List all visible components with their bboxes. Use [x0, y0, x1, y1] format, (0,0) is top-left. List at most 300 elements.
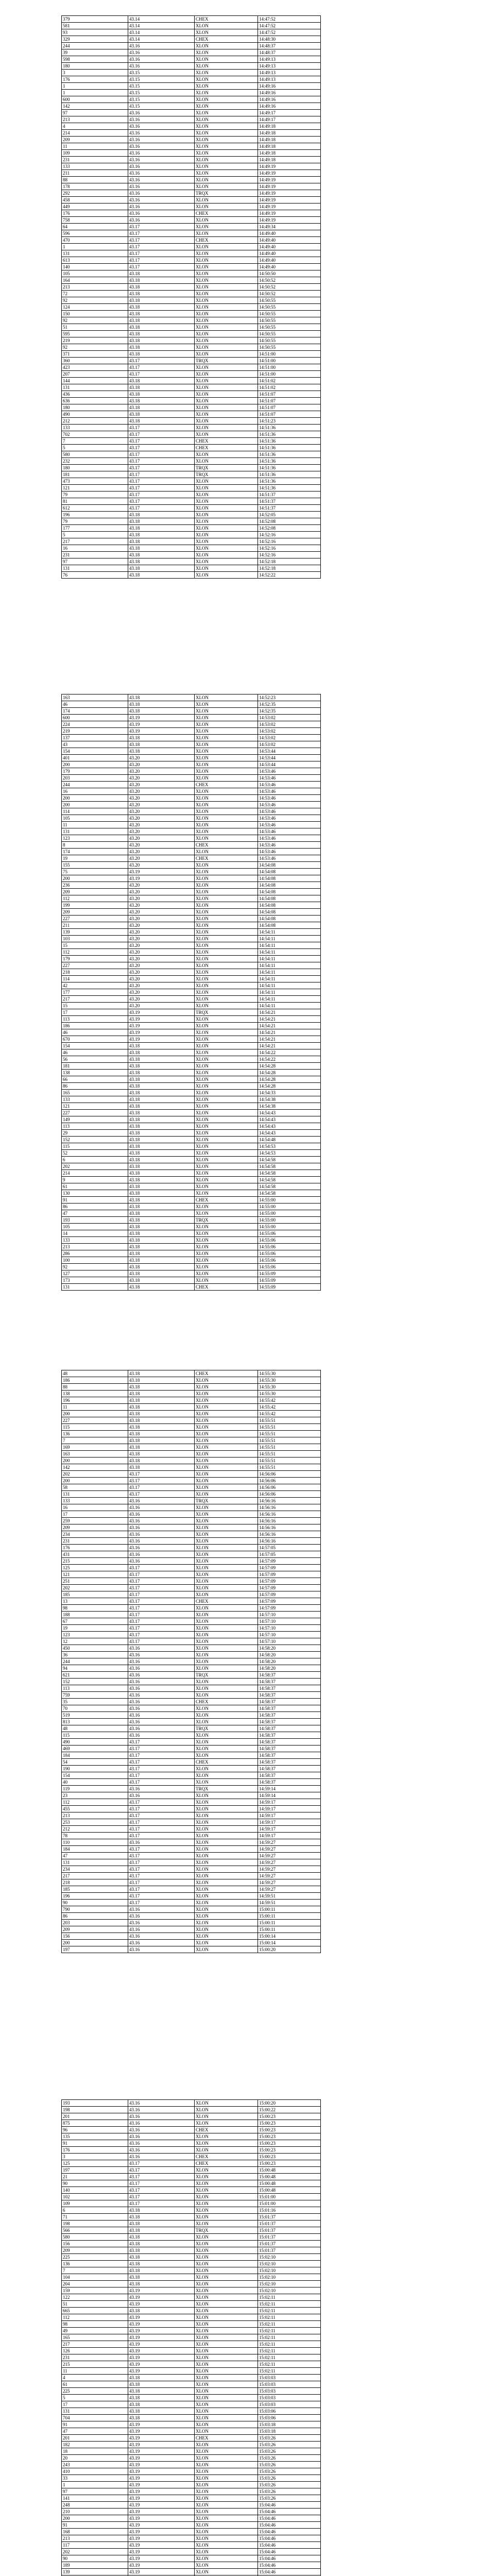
price-cell: 43.18 [128, 701, 195, 708]
time-cell: 14:49:13 [258, 70, 321, 76]
volume-cell: 600 [62, 96, 128, 103]
venue-cell: XLON [195, 936, 258, 942]
time-cell: 14:52:05 [258, 512, 321, 518]
venue-cell: XLON [195, 277, 258, 284]
venue-cell: XLON [195, 492, 258, 498]
price-cell: 43.17 [128, 1772, 195, 1779]
price-cell: 43.17 [128, 445, 195, 451]
price-cell: 43.19 [128, 875, 195, 882]
price-cell: 43.16 [128, 1551, 195, 1558]
table-row [62, 1732, 321, 1739]
volume-cell: 138 [62, 1070, 128, 1076]
volume-cell: 159 [62, 2287, 128, 2294]
price-cell: 43.18 [128, 2247, 195, 2254]
price-cell: 43.19 [128, 1016, 195, 1023]
venue-cell: XLON [195, 70, 258, 76]
venue-cell: XLON [195, 505, 258, 512]
volume-cell: 473 [62, 478, 128, 485]
volume-cell: 18 [62, 2448, 128, 2455]
volume-cell: 97 [62, 110, 128, 116]
time-cell: 14:50:55 [258, 297, 321, 304]
volume-cell: 329 [62, 36, 128, 43]
time-cell: 14:50:52 [258, 291, 321, 297]
time-cell: 14:54:11 [258, 969, 321, 976]
volume-cell: 209 [62, 137, 128, 143]
volume-cell: 49 [62, 2328, 128, 2334]
volume-cell: 218 [62, 1879, 128, 1886]
venue-cell: XLON [195, 1833, 258, 1839]
table-row [62, 311, 321, 317]
price-cell: 43.16 [128, 190, 195, 197]
price-cell: 43.18 [128, 1197, 195, 1204]
volume-cell: 704 [62, 2415, 128, 2421]
volume-cell: 42 [62, 982, 128, 989]
venue-cell: XLON [195, 1056, 258, 1063]
price-cell: 43.16 [128, 2107, 195, 2113]
volume-cell: 168 [62, 2529, 128, 2535]
table-row [62, 1123, 321, 1130]
time-cell: 14:54:21 [258, 1009, 321, 1016]
venue-cell: XLON [195, 815, 258, 822]
table-row [62, 123, 321, 130]
venue-cell: XLON [195, 1538, 258, 1545]
time-cell: 14:51:36 [258, 478, 321, 485]
price-cell: 43.17 [128, 1612, 195, 1618]
price-cell: 43.16 [128, 197, 195, 204]
time-cell: 14:53:46 [258, 782, 321, 788]
volume-cell: 202 [62, 1471, 128, 1478]
venue-cell: XLON [195, 755, 258, 761]
price-cell: 43.17 [128, 1833, 195, 1839]
price-cell: 43.19 [128, 2428, 195, 2435]
volume-cell: 469 [62, 1745, 128, 1752]
price-cell: 43.18 [128, 2254, 195, 2261]
time-cell: 14:49:34 [258, 224, 321, 230]
table-row [62, 761, 321, 768]
table-row [62, 1103, 321, 1110]
time-cell: 15:00:23 [258, 2127, 321, 2133]
table-row [62, 2375, 321, 2381]
price-cell: 43.16 [128, 2154, 195, 2160]
venue-cell: CHEX [195, 210, 258, 217]
volume-cell: 212 [62, 418, 128, 425]
volume-cell: 4 [62, 123, 128, 130]
price-cell: 43.19 [128, 2435, 195, 2442]
venue-cell: XLON [195, 1545, 258, 1551]
venue-cell: TRQX [195, 1725, 258, 1732]
price-cell: 43.18 [128, 2408, 195, 2415]
table-row [62, 949, 321, 956]
volume-cell: 1 [62, 244, 128, 250]
time-cell: 15:03:06 [258, 2415, 321, 2421]
volume-cell: 449 [62, 204, 128, 210]
price-cell: 43.20 [128, 849, 195, 855]
time-cell: 15:00:11 [258, 1920, 321, 1926]
venue-cell: XLON [195, 391, 258, 398]
volume-cell: 104 [62, 2274, 128, 2281]
volume-cell: 248 [62, 2502, 128, 2509]
time-cell: 14:59:27 [258, 1846, 321, 1853]
table-row [62, 70, 321, 76]
price-cell: 43.16 [128, 43, 195, 49]
table-row [62, 2381, 321, 2388]
venue-cell: XLON [195, 1391, 258, 1397]
price-cell: 43.20 [128, 761, 195, 768]
time-cell: 14:59:17 [258, 1812, 321, 1819]
volume-cell: 209 [62, 909, 128, 916]
venue-cell: XLON [195, 1732, 258, 1739]
volume-cell: 193 [62, 1217, 128, 1224]
price-cell: 43.18 [128, 2395, 195, 2401]
venue-cell: XLON [195, 1150, 258, 1157]
time-cell: 14:55:09 [258, 1277, 321, 1284]
time-cell: 14:55:51 [258, 1431, 321, 1437]
price-cell: 43.18 [128, 2375, 195, 2381]
time-cell: 14:57:09 [258, 1605, 321, 1612]
time-cell: 14:48:37 [258, 43, 321, 49]
table-row [62, 1551, 321, 1558]
table-row [62, 1846, 321, 1853]
venue-cell: XLON [195, 735, 258, 741]
volume-cell: 131 [62, 1859, 128, 1866]
venue-cell: CHEX [195, 1284, 258, 1291]
volume-cell: 105 [62, 1224, 128, 1230]
venue-cell: XLON [195, 2495, 258, 2502]
venue-cell: XLON [195, 1183, 258, 1190]
volume-cell: 174 [62, 708, 128, 715]
table-row [62, 130, 321, 137]
price-cell: 43.19 [128, 2301, 195, 2308]
table-row [62, 2562, 321, 2569]
venue-cell: XLON [195, 2180, 258, 2187]
table-row [62, 1417, 321, 1424]
venue-cell: XLON [195, 1437, 258, 1444]
price-cell: 43.16 [128, 1926, 195, 1933]
venue-cell: TRQX [195, 1217, 258, 1224]
time-cell: 14:54:43 [258, 1123, 321, 1130]
volume-cell: 200 [62, 875, 128, 882]
table-row [62, 1076, 321, 1083]
time-cell: 14:49:17 [258, 116, 321, 123]
price-cell: 43.18 [128, 2261, 195, 2267]
table-row [62, 116, 321, 123]
price-cell: 43.19 [128, 2569, 195, 2575]
price-cell: 43.16 [128, 1679, 195, 1685]
time-cell: 15:04:46 [258, 2549, 321, 2555]
volume-cell: 46 [62, 701, 128, 708]
price-cell: 43.18 [128, 418, 195, 425]
venue-cell: XLON [195, 1612, 258, 1618]
table-row [62, 143, 321, 150]
table-row [62, 1043, 321, 1049]
time-cell: 14:52:35 [258, 708, 321, 715]
table-row [62, 257, 321, 264]
table-row [62, 822, 321, 828]
price-cell: 43.17 [128, 1886, 195, 1893]
venue-cell: XLON [195, 1130, 258, 1137]
price-cell: 43.17 [128, 1799, 195, 1806]
venue-cell: CHEX [195, 842, 258, 849]
price-cell: 43.16 [128, 217, 195, 224]
table-row [62, 1284, 321, 1291]
price-cell: 43.19 [128, 1036, 195, 1043]
table-row [62, 364, 321, 371]
venue-cell: XLON [195, 565, 258, 572]
volume-cell: 176 [62, 1545, 128, 1551]
time-cell: 14:53:46 [258, 835, 321, 842]
trades-table [61, 2099, 321, 2576]
volume-cell: 97 [62, 558, 128, 565]
time-cell: 15:04:46 [258, 2515, 321, 2522]
venue-cell: XLON [195, 2542, 258, 2549]
venue-cell: XLON [195, 1652, 258, 1658]
table-row [62, 2455, 321, 2462]
table-row [62, 1070, 321, 1076]
venue-cell: XLON [195, 1036, 258, 1043]
price-cell: 43.18 [128, 1056, 195, 1063]
venue-cell: XLON [195, 378, 258, 384]
table-row [62, 2408, 321, 2415]
price-cell: 43.17 [128, 2174, 195, 2180]
price-cell: 43.19 [128, 2542, 195, 2549]
price-cell: 43.20 [128, 795, 195, 802]
venue-cell: XLON [195, 828, 258, 835]
volume-cell: 93 [62, 29, 128, 36]
table-row [62, 875, 321, 882]
price-cell: 43.18 [128, 1237, 195, 1244]
table-row [62, 398, 321, 404]
table-row [62, 391, 321, 398]
venue-cell: CHEX [195, 1759, 258, 1766]
table-row [62, 2274, 321, 2281]
time-cell: 14:55:51 [258, 1424, 321, 1431]
venue-cell: XLON [195, 371, 258, 378]
time-cell: 15:00:48 [258, 2187, 321, 2194]
volume-cell: 201 [62, 2435, 128, 2442]
time-cell: 15:03:18 [258, 2428, 321, 2435]
venue-cell: XLON [195, 552, 258, 558]
price-cell: 43.17 [128, 264, 195, 270]
volume-cell: 98 [62, 1605, 128, 1612]
table-row [62, 2227, 321, 2234]
venue-cell: XLON [195, 1478, 258, 1484]
table-row [62, 1190, 321, 1197]
volume-cell: 670 [62, 1036, 128, 1043]
table-row [62, 2354, 321, 2361]
price-cell: 43.19 [128, 2287, 195, 2294]
venue-cell: XLON [195, 1806, 258, 1812]
table-row [62, 43, 321, 49]
price-cell: 43.19 [128, 2488, 195, 2495]
price-cell: 43.18 [128, 1110, 195, 1116]
venue-cell: XLON [195, 150, 258, 157]
price-cell: 43.18 [128, 558, 195, 565]
price-cell: 43.16 [128, 1518, 195, 1524]
venue-cell: XLON [195, 1431, 258, 1437]
price-cell: 43.18 [128, 1464, 195, 1471]
volume-cell: 219 [62, 337, 128, 344]
time-cell: 14:51:07 [258, 411, 321, 418]
time-cell: 14:53:46 [258, 795, 321, 802]
table-row [62, 170, 321, 177]
table-row [62, 2468, 321, 2475]
table-row [62, 2194, 321, 2200]
time-cell: 15:00:11 [258, 1906, 321, 1913]
price-cell: 43.17 [128, 1779, 195, 1786]
volume-cell: 51 [62, 324, 128, 331]
volume-cell: 127 [62, 1270, 128, 1277]
volume-cell: 81 [62, 498, 128, 505]
table-row [62, 1886, 321, 1893]
price-cell: 43.17 [128, 505, 195, 512]
volume-cell: 150 [62, 311, 128, 317]
time-cell: 15:00:48 [258, 2167, 321, 2174]
table-row [62, 2509, 321, 2515]
venue-cell: XLON [195, 545, 258, 552]
volume-cell: 19 [62, 1625, 128, 1632]
time-cell: 14:50:55 [258, 317, 321, 324]
price-cell: 43.17 [128, 1745, 195, 1752]
price-cell: 43.18 [128, 277, 195, 284]
venue-cell: XLON [195, 1906, 258, 1913]
venue-cell: XLON [195, 137, 258, 143]
volume-cell: 109 [62, 2200, 128, 2207]
volume-cell: 11 [62, 143, 128, 150]
price-cell: 43.18 [128, 404, 195, 411]
price-cell: 43.18 [128, 1370, 195, 1377]
time-cell: 14:58:37 [258, 1699, 321, 1705]
volume-cell: 154 [62, 1043, 128, 1049]
table-row [62, 2254, 321, 2261]
price-cell: 43.18 [128, 1437, 195, 1444]
table-row [62, 1204, 321, 1210]
venue-cell: XLON [195, 1812, 258, 1819]
venue-cell: XLON [195, 1471, 258, 1478]
time-cell: 14:59:17 [258, 1806, 321, 1812]
table-row [62, 572, 321, 579]
price-cell: 43.16 [128, 1685, 195, 1692]
table-row [62, 1424, 321, 1431]
table-row [62, 1652, 321, 1658]
volume-cell: 219 [62, 728, 128, 735]
price-cell: 43.20 [128, 929, 195, 936]
table-row [62, 1625, 321, 1632]
venue-cell: XLON [195, 822, 258, 828]
price-cell: 43.16 [128, 130, 195, 137]
table-row [62, 2214, 321, 2221]
price-cell: 43.20 [128, 828, 195, 835]
volume-cell: 204 [62, 2281, 128, 2287]
time-cell: 15:03:26 [258, 2462, 321, 2468]
venue-cell: XLON [195, 1859, 258, 1866]
time-cell: 14:49:40 [258, 237, 321, 244]
venue-cell: XLON [195, 1565, 258, 1571]
price-cell: 43.17 [128, 1893, 195, 1900]
volume-cell: 215 [62, 1558, 128, 1565]
time-cell: 14:49:16 [258, 96, 321, 103]
price-cell: 43.17 [128, 1759, 195, 1766]
price-cell: 43.19 [128, 721, 195, 728]
table-row [62, 337, 321, 344]
price-cell: 43.16 [128, 1933, 195, 1940]
time-cell: 15:04:46 [258, 2535, 321, 2542]
volume-cell: 213 [62, 1244, 128, 1250]
price-cell: 43.18 [128, 518, 195, 525]
time-cell: 15:04:46 [258, 2562, 321, 2569]
time-cell: 14:54:08 [258, 916, 321, 922]
time-cell: 15:02:10 [258, 2274, 321, 2281]
volume-cell: 612 [62, 505, 128, 512]
price-cell: 43.19 [128, 2529, 195, 2535]
venue-cell: XLON [195, 1377, 258, 1384]
time-cell: 14:59:51 [258, 1900, 321, 1906]
venue-cell: XLON [195, 882, 258, 889]
volume-cell: 286 [62, 1250, 128, 1257]
table-row [62, 2120, 321, 2127]
venue-cell: XLON [195, 2274, 258, 2281]
volume-cell: 13 [62, 1598, 128, 1605]
time-cell: 14:54:28 [258, 1070, 321, 1076]
volume-cell: 97 [62, 2488, 128, 2495]
table-row [62, 1833, 321, 1839]
venue-cell: XLON [195, 1645, 258, 1652]
table-row [62, 1531, 321, 1538]
venue-cell: XLON [195, 1270, 258, 1277]
table-row [62, 1645, 321, 1652]
time-cell: 14:59:17 [258, 1826, 321, 1833]
time-cell: 14:52:16 [258, 532, 321, 538]
time-cell: 14:48:37 [258, 49, 321, 56]
venue-cell: XLON [195, 1625, 258, 1632]
venue-cell: XLON [195, 1003, 258, 1009]
price-cell: 43.20 [128, 889, 195, 895]
table-row [62, 558, 321, 565]
price-cell: 43.19 [128, 715, 195, 721]
venue-cell: XLON [195, 244, 258, 250]
venue-cell: XLON [195, 2488, 258, 2495]
price-cell: 43.17 [128, 250, 195, 257]
venue-cell: XLON [195, 2113, 258, 2120]
venue-cell: CHEX [195, 1598, 258, 1605]
price-cell: 43.18 [128, 304, 195, 311]
table-row [62, 1210, 321, 1217]
volume-cell: 86 [62, 1083, 128, 1090]
venue-cell: CHEX [195, 237, 258, 244]
table-row [62, 976, 321, 982]
venue-cell: XLON [195, 2207, 258, 2214]
price-cell: 43.18 [128, 1170, 195, 1177]
table-row [62, 1859, 321, 1866]
volume-cell: 580 [62, 451, 128, 458]
time-cell: 15:02:11 [258, 2328, 321, 2334]
price-cell: 43.16 [128, 204, 195, 210]
table-row [62, 150, 321, 157]
venue-cell: CHEX [195, 855, 258, 862]
table-row [62, 708, 321, 715]
time-cell: 14:54:38 [258, 1103, 321, 1110]
table-row [62, 545, 321, 552]
price-cell: 43.19 [128, 2334, 195, 2341]
time-cell: 14:54:11 [258, 936, 321, 942]
table-row [62, 728, 321, 735]
table-row [62, 996, 321, 1003]
table-row [62, 505, 321, 512]
volume-cell: 197 [62, 1946, 128, 1953]
volume-cell: 47 [62, 2428, 128, 2435]
price-cell: 43.19 [128, 2535, 195, 2542]
venue-cell: XLON [195, 748, 258, 755]
venue-cell: XLON [195, 1190, 258, 1197]
